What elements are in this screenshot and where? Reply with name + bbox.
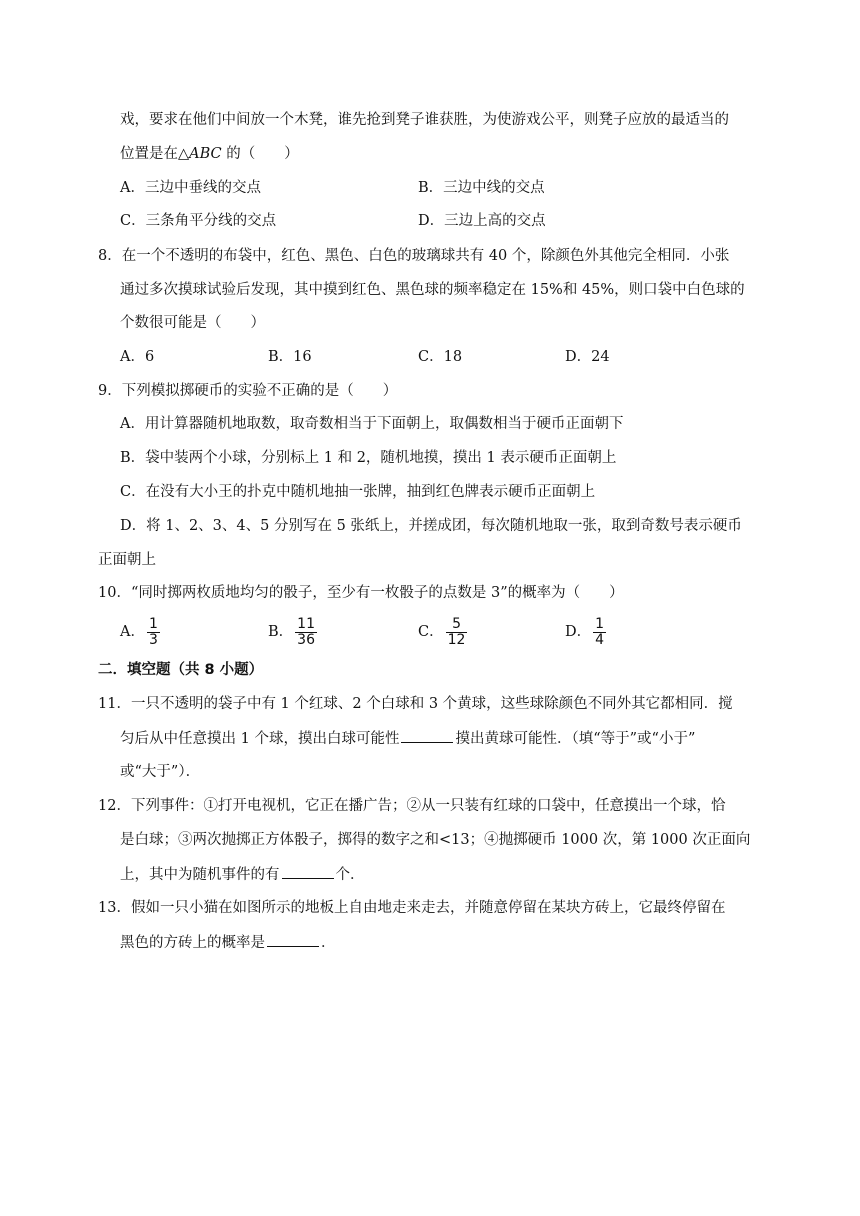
q11-line2-post: 摸出黄球可能性．（填“等于”或“小于”	[455, 731, 696, 747]
q11-line1: 11．一只不透明的袋子中有 1 个红球、2 个白球和 3 个黄球，这些球除颜色不同外其它都相同．搅	[98, 696, 733, 712]
fraction-denominator: 12	[447, 631, 466, 648]
section-heading-fill-in: 二．填空题（共 8 小题）	[98, 662, 264, 678]
q7-line2-post: 的（ ）	[221, 146, 299, 162]
q12-line2: 是白球；③两次抛掷正方体骰子，掷得的数字之和<13；④抛掷硬币 1000 次，第 1000 次正面向	[120, 832, 751, 848]
fraction-numerator: 5	[452, 615, 461, 632]
q9-line1: 9．下列模拟掷硬币的实验不正确的是（ ）	[98, 383, 398, 399]
q7-option-a: A．三边中垂线的交点	[120, 180, 261, 196]
q9-option-a: A．用计算器随机地取数，取奇数相当于下面朝上，取偶数相当于硬币正面朝下	[120, 416, 624, 432]
q8-line3: 个数很可能是（ ）	[120, 315, 265, 331]
q9-option-d-line1: D．将 1、2、3、4、5 分别写在 5 张纸上，并搓成团，每次随机地取一张，取到奇数号表示硬币	[120, 518, 742, 534]
q10-option-d	[565, 614, 606, 650]
q9-option-b: B．袋中装两个小球，分别标上 1 和 2，随机地摸，摸出 1 表示硬币正面朝上	[120, 450, 617, 466]
q8-line2: 通过多次摸球试验后发现，其中摸到红色、黑色球的频率稳定在 15%和 45%，则口袋中白色球的	[120, 282, 745, 298]
q10-line1: 10．“同时掷两枚质地均匀的骰子，至少有一枚骰子的点数是 3”的概率为（ ）	[98, 585, 624, 601]
q10-option-a-fraction	[147, 617, 160, 648]
q10-option-c-label: C．	[418, 624, 444, 640]
q12-line1: 12．下列事件：①打开电视机，它正在播广告；②从一只装有红球的口袋中，任意摸出一个球，恰	[98, 798, 726, 814]
q13-line2-pre: 黑色的方砖上的概率是	[120, 935, 265, 951]
q8-option-b: B．16	[268, 349, 312, 365]
q7-option-c: C．三条角平分线的交点	[120, 213, 277, 229]
answer-blank[interactable]	[282, 864, 334, 879]
q11-line3: 或“大于”）．	[120, 764, 201, 780]
q7-option-d: D．三边上高的交点	[418, 213, 546, 229]
fraction-numerator: 1	[595, 615, 605, 632]
q7-line2	[120, 144, 299, 164]
q10-option-c	[418, 614, 467, 650]
fraction-denominator: 3	[148, 631, 158, 648]
q11-line2-pre: 匀后从中任意摸出 1 个球，摸出白球可能性	[120, 731, 400, 747]
fraction-denominator: 4	[595, 631, 605, 648]
q10-option-b	[268, 614, 317, 650]
fraction-numerator: 1	[148, 615, 158, 632]
q10-option-c-fraction	[446, 617, 468, 648]
q10-option-a-label: A．	[120, 624, 145, 640]
q7-option-b: B．三边中线的交点	[418, 180, 545, 196]
q8-option-a: A．6	[120, 349, 155, 365]
fraction-denominator: 36	[297, 631, 315, 648]
q9-option-c: C．在没有大小王的扑克中随机地抽一张牌，抽到红色牌表示硬币正面朝上	[120, 484, 596, 500]
q10-option-b-label: B．	[268, 624, 294, 640]
q10-option-d-fraction	[593, 617, 606, 648]
q10-option-b-fraction	[295, 617, 317, 648]
q10-option-d-label: D．	[565, 624, 592, 640]
q12-line3-post: 个．	[335, 867, 365, 883]
fraction-numerator: 11	[297, 615, 315, 632]
q13-line1: 13．假如一只小猫在如图所示的地板上自由地走来走去，并随意停留在某块方砖上，它最终停留在	[98, 900, 726, 916]
q7-line1: 戏，要求在他们中间放一个木凳，谁先抢到凳子谁获胜，为使游戏公平，则凳子应放的最适当的	[120, 112, 729, 128]
q9-option-d-line2: 正面朝上	[98, 552, 156, 568]
q7-triangle-name: ABC	[189, 146, 222, 162]
q8-option-d: D．24	[565, 349, 610, 365]
q12-line3-pre: 上，其中为随机事件的有	[120, 867, 280, 883]
q8-option-c: C．18	[418, 349, 463, 365]
q13-line2-post: ．	[321, 935, 336, 951]
q8-line1: 8．在一个不透明的布袋中，红色、黑色、白色的玻璃球共有 40 个，除颜色外其他完全相同．小张	[98, 248, 730, 264]
q7-line2-pre: 位置是在△	[120, 146, 190, 162]
q12-line3	[120, 864, 365, 885]
q13-line2	[120, 932, 336, 953]
q11-line2	[120, 728, 695, 749]
answer-blank[interactable]	[401, 728, 453, 743]
q10-option-a	[120, 614, 160, 650]
answer-blank[interactable]	[267, 932, 319, 947]
